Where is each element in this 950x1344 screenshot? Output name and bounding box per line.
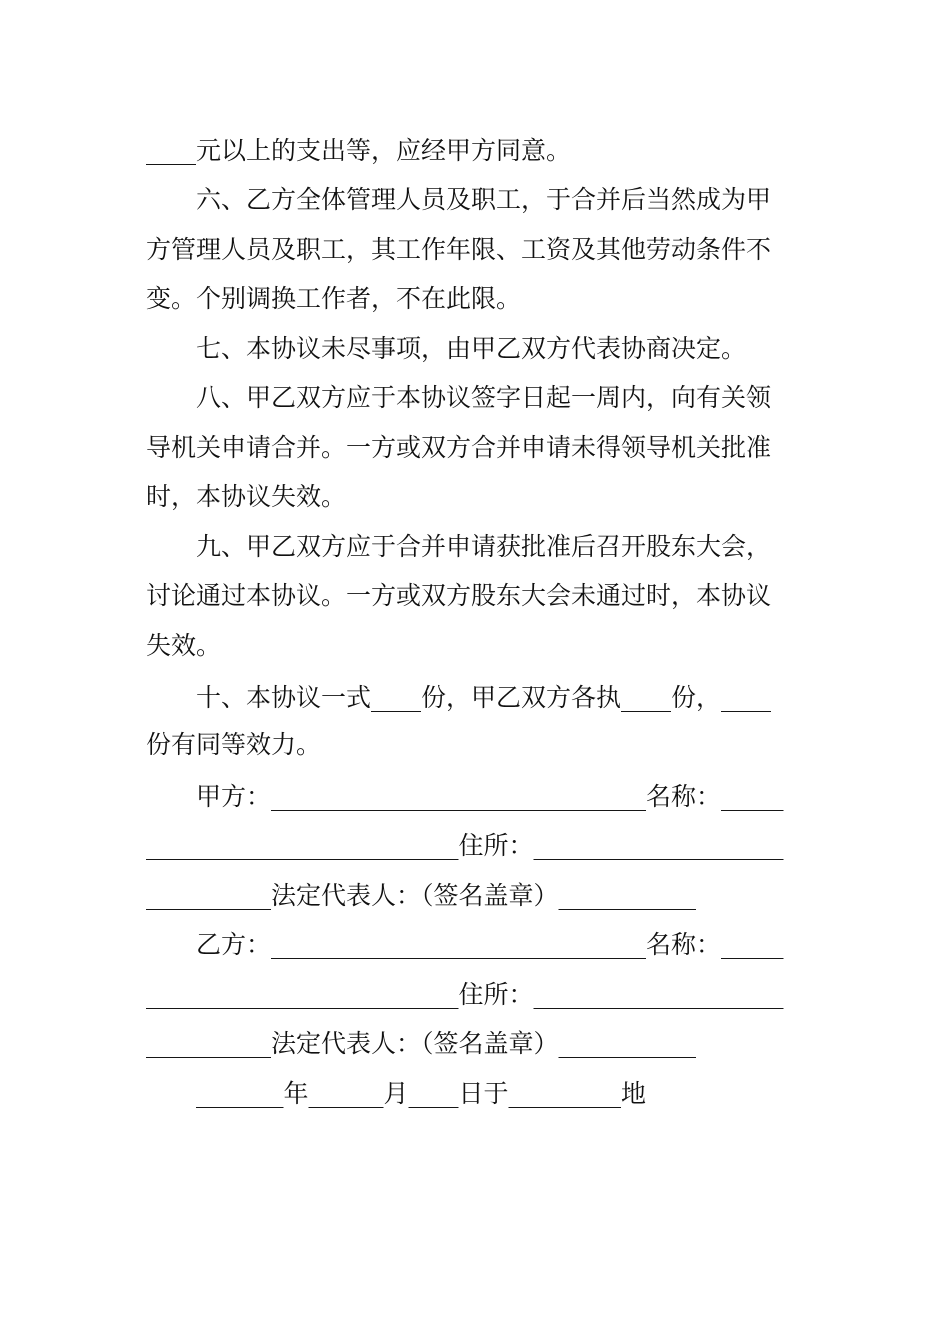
party-a-representative-line: __________法定代表人：（签名盖章）___________ — [146, 881, 697, 910]
clause-ten-line-2: 份有同等效力。 — [146, 730, 322, 759]
clause-nine-line-3: 失效。 — [146, 631, 222, 660]
clause-eight-line-2: 导机关申请合并。一方或双方合并申请未得领导机关批准 — [146, 433, 772, 462]
clause-six-line-2: 方管理人员及职工，其工作年限、工资及其他劳动条件不 — [146, 235, 772, 264]
clause-eight-line-1: 八、甲乙双方应于本协议签字日起一周内，向有关领 — [196, 383, 772, 412]
clause-six-line-3: 变。个别调换工作者，不在此限。 — [146, 284, 522, 313]
party-b-line: 乙方：______________________________名称：_____ — [196, 930, 784, 959]
date-place-line: _______年______月____日于_________地 — [196, 1079, 647, 1108]
party-b-address-line: _________________________住所：____________________ — [146, 980, 784, 1009]
text-line: ____元以上的支出等，应经甲方同意。 — [146, 136, 572, 165]
party-a-address-line: _________________________住所：____________________ — [146, 831, 784, 860]
clause-ten-line-1: 十、本协议一式____份，甲乙双方各执____份，____ — [196, 683, 772, 712]
clause-eight-line-3: 时，本协议失效。 — [146, 482, 347, 511]
party-b-representative-line: __________法定代表人：（签名盖章）___________ — [146, 1029, 697, 1058]
clause-seven-line-1: 七、本协议未尽事项，由甲乙双方代表协商决定。 — [196, 334, 747, 363]
clause-nine-line-2: 讨论通过本协议。一方或双方股东大会未通过时，本协议 — [146, 581, 772, 610]
party-a-line: 甲方：______________________________名称：_____ — [196, 782, 784, 811]
clause-six-line-1: 六、乙方全体管理人员及职工，于合并后当然成为甲 — [196, 185, 772, 214]
clause-nine-line-1: 九、甲乙双方应于合并申请获批准后召开股东大会， — [196, 532, 772, 561]
